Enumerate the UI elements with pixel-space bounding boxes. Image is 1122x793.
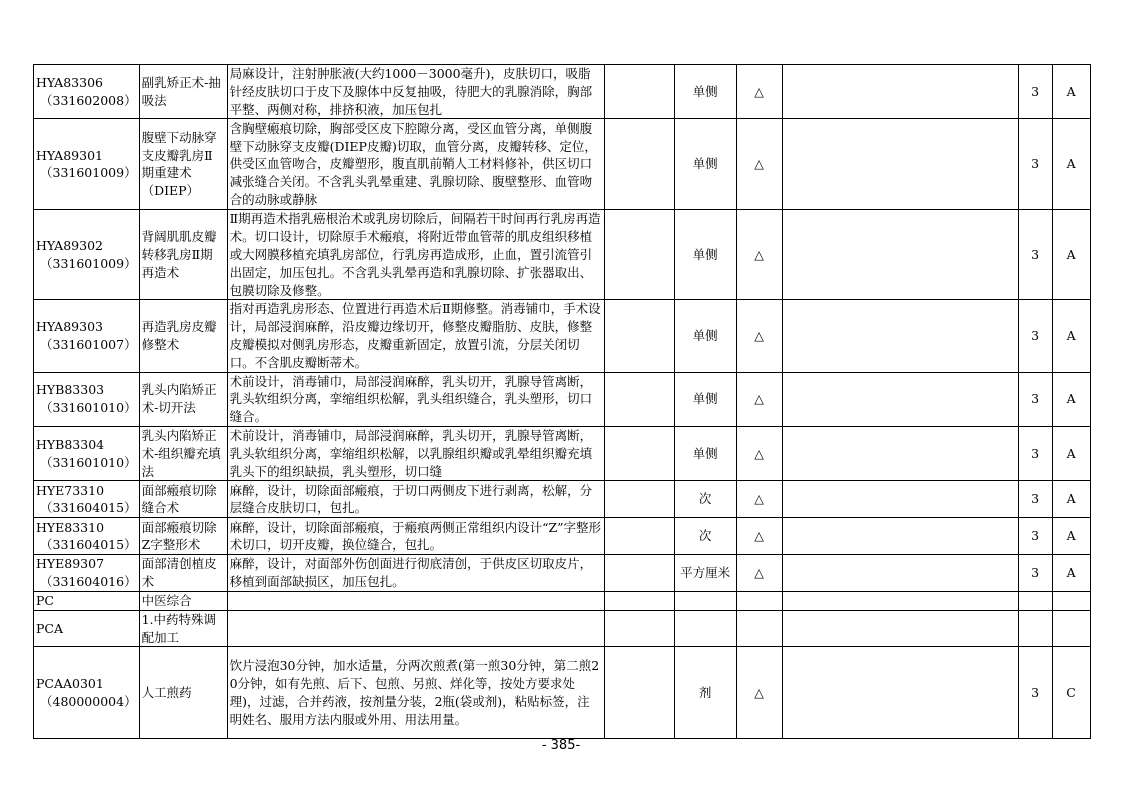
table-row xyxy=(34,210,1091,300)
item-name: 背阔肌肌皮瓣转移乳房Ⅱ期再造术 xyxy=(139,210,227,300)
item-content: 含胸壁瘢痕切除，胸部受区皮下腔隙分离，受区血管分离，单侧腹壁下动脉穿支皮瓣(DIEP皮瓣)切取，血管分离，皮瓣转移、定位，供受区血管吻合，皮瓣塑形，腹直肌前鞘人工材料修补，供区切口减张缝合关闭。不含乳头乳晕重建、乳腺切除、腹壁整形、血管吻合的动脉或静脉 xyxy=(227,119,604,210)
item-note xyxy=(782,481,1018,518)
table-row xyxy=(34,426,1091,480)
item-grade: 3 xyxy=(1018,300,1052,372)
item-name: 中医综合 xyxy=(139,591,227,610)
table-row xyxy=(34,518,1091,555)
table-row xyxy=(34,300,1091,372)
item-mark: △ xyxy=(736,65,782,119)
item-code-cell xyxy=(34,65,140,119)
item-unit: 单侧 xyxy=(674,372,736,426)
item-code: HYE73310 xyxy=(36,482,105,498)
item-code-national: （331601009） xyxy=(40,255,137,271)
item-code: PC xyxy=(36,592,54,608)
item-grade: 3 xyxy=(1018,426,1052,480)
pricing-table xyxy=(33,64,1091,739)
item-unit: 平方厘米 xyxy=(674,555,736,592)
item-extra xyxy=(604,555,674,592)
item-unit: 单侧 xyxy=(674,426,736,480)
item-grade: 3 xyxy=(1018,372,1052,426)
item-mark xyxy=(736,610,782,647)
item-note xyxy=(782,372,1018,426)
item-mark: △ xyxy=(736,647,782,739)
item-class: A xyxy=(1052,481,1090,518)
item-unit: 剂 xyxy=(674,647,736,739)
item-code-national: （331601010） xyxy=(40,400,137,416)
item-extra xyxy=(604,65,674,119)
item-unit xyxy=(674,591,736,610)
item-code: HYE89307 xyxy=(36,556,105,572)
item-code-cell xyxy=(34,647,140,739)
page-number: - 385- xyxy=(541,738,581,753)
item-note xyxy=(782,300,1018,372)
table-row xyxy=(34,555,1091,592)
item-name: 腹壁下动脉穿支皮瓣乳房Ⅱ期重建术（DIEP） xyxy=(139,119,227,210)
item-mark: △ xyxy=(736,119,782,210)
item-grade: 3 xyxy=(1018,481,1052,518)
item-class xyxy=(1052,591,1090,610)
item-note xyxy=(782,555,1018,592)
item-mark: △ xyxy=(736,300,782,372)
item-code-cell xyxy=(34,518,140,555)
item-extra xyxy=(604,647,674,739)
item-code-national: （331604016） xyxy=(40,574,137,590)
item-name: 面部清创植皮术 xyxy=(139,555,227,592)
item-content: 麻醉，设计，对面部外伤创面进行彻底清创，于供皮区切取皮片，移植到面部缺损区，加压包扎。 xyxy=(227,555,604,592)
item-unit: 单侧 xyxy=(674,210,736,300)
item-code-national: （480000004） xyxy=(40,693,137,709)
item-class: A xyxy=(1052,518,1090,555)
item-code-national: （331601010） xyxy=(40,454,137,470)
table-row xyxy=(34,119,1091,210)
item-class: A xyxy=(1052,119,1090,210)
item-extra xyxy=(604,119,674,210)
item-class: C xyxy=(1052,647,1090,739)
item-class: A xyxy=(1052,300,1090,372)
item-note xyxy=(782,119,1018,210)
item-class: A xyxy=(1052,426,1090,480)
item-name: 副乳矫正术-抽吸法 xyxy=(139,65,227,119)
item-grade: 3 xyxy=(1018,647,1052,739)
item-unit: 单侧 xyxy=(674,300,736,372)
item-extra xyxy=(604,610,674,647)
item-content: 术前设计，消毒铺巾，局部浸润麻醉，乳头切开，乳腺导管离断，乳头软组织分离，挛缩组织松解，以乳腺组织瓣或乳晕组织瓣充填乳头下的组织缺损，乳头塑形，切口缝 xyxy=(227,426,604,480)
item-name: 面部瘢痕切除缝合术 xyxy=(139,481,227,518)
item-code: HYA89302 xyxy=(36,238,103,254)
item-content: 术前设计，消毒铺巾，局部浸润麻醉，乳头切开，乳腺导管离断，乳头软组织分离，挛缩组织松解，乳头组织缝合，乳头塑形，切口缝合。 xyxy=(227,372,604,426)
item-content: 麻醉，设计，切除面部瘢痕，于切口两侧皮下进行剥离，松解，分层缝合皮肤切口，包扎。 xyxy=(227,481,604,518)
item-note xyxy=(782,647,1018,739)
table-row xyxy=(34,591,1091,610)
item-mark xyxy=(736,591,782,610)
item-code: HYA89303 xyxy=(36,319,103,335)
item-content: 局麻设计，注射肿胀液(大约1000－3000毫升)，皮肤切口，吸脂针经皮肤切口于皮下及腺体中反复抽吸，待肥大的乳腺消除，胸部平整、两侧对称，排挤积液，加压包扎 xyxy=(227,65,604,119)
item-code-national: （331604015） xyxy=(40,537,137,553)
item-extra xyxy=(604,372,674,426)
item-code-cell xyxy=(34,555,140,592)
item-name: 1.中药特殊调配加工 xyxy=(139,610,227,647)
item-unit: 单侧 xyxy=(674,65,736,119)
item-name: 人工煎药 xyxy=(139,647,227,739)
item-grade xyxy=(1018,610,1052,647)
item-name: 再造乳房皮瓣修整术 xyxy=(139,300,227,372)
item-class xyxy=(1052,610,1090,647)
item-extra xyxy=(604,591,674,610)
item-class: A xyxy=(1052,555,1090,592)
table-row xyxy=(34,647,1091,739)
item-note xyxy=(782,518,1018,555)
item-unit: 次 xyxy=(674,518,736,555)
item-code-national: （331601009） xyxy=(40,165,137,181)
item-code-national: （331602008） xyxy=(40,92,137,108)
item-extra xyxy=(604,481,674,518)
item-grade: 3 xyxy=(1018,65,1052,119)
item-grade: 3 xyxy=(1018,210,1052,300)
item-code-cell xyxy=(34,210,140,300)
item-mark: △ xyxy=(736,426,782,480)
table-row xyxy=(34,372,1091,426)
item-code: HYA89301 xyxy=(36,147,103,163)
item-code: PCAA0301 xyxy=(36,676,104,692)
item-code-cell xyxy=(34,610,140,647)
item-grade: 3 xyxy=(1018,555,1052,592)
item-name: 乳头内陷矫正术-切开法 xyxy=(139,372,227,426)
item-name: 面部瘢痕切除Z字整形术 xyxy=(139,518,227,555)
item-grade xyxy=(1018,591,1052,610)
item-code: HYB83304 xyxy=(36,436,105,452)
table-row xyxy=(34,65,1091,119)
item-note xyxy=(782,591,1018,610)
item-extra xyxy=(604,518,674,555)
item-extra xyxy=(604,300,674,372)
item-content: 麻醉，设计，切除面部瘢痕，于瘢痕两侧正常组织内设计“Z”字整形术切口，切开皮瓣，换位缝合，包扎。 xyxy=(227,518,604,555)
item-mark: △ xyxy=(736,518,782,555)
table-row xyxy=(34,481,1091,518)
item-note xyxy=(782,65,1018,119)
item-code-cell xyxy=(34,426,140,480)
table-row xyxy=(34,610,1091,647)
item-content xyxy=(227,610,604,647)
item-content xyxy=(227,591,604,610)
item-class: A xyxy=(1052,210,1090,300)
item-unit xyxy=(674,610,736,647)
item-content: 指对再造乳房形态、位置进行再造术后Ⅱ期修整。消毒铺巾，手术设计，局部浸润麻醉，沿皮瓣边缘切开，修整皮瓣脂肪、皮肤，修整皮瓣模拟对侧乳房形态，皮瓣重新固定，放置引流，分层关闭切口。不含肌皮瓣断蒂术。 xyxy=(227,300,604,372)
item-code: HYB83303 xyxy=(36,382,105,398)
item-note xyxy=(782,210,1018,300)
item-extra xyxy=(604,426,674,480)
item-code: PCA xyxy=(36,620,64,636)
item-content: Ⅱ期再造术指乳癌根治术或乳房切除后，间隔若干时间再行乳房再造术。切口设计，切除原手术瘢痕，将附近带血管蒂的肌皮组织移植或大网膜移植充填乳房部位，行乳房再造成形，止血，置引流管引出固定，加压包扎。不含乳头乳晕再造和乳腺切除、扩张器取出、包膜切除及修整。 xyxy=(227,210,604,300)
item-note xyxy=(782,610,1018,647)
item-code-cell xyxy=(34,591,140,610)
item-code-national: （331601007） xyxy=(40,336,137,352)
item-grade: 3 xyxy=(1018,119,1052,210)
item-code-national: （331604015） xyxy=(40,500,137,516)
item-code: HYE83310 xyxy=(36,519,105,535)
item-mark: △ xyxy=(736,555,782,592)
item-class: A xyxy=(1052,65,1090,119)
item-mark: △ xyxy=(736,372,782,426)
item-code-cell xyxy=(34,119,140,210)
item-unit: 次 xyxy=(674,481,736,518)
item-mark: △ xyxy=(736,481,782,518)
item-note xyxy=(782,426,1018,480)
item-content: 饮片浸泡30分钟，加水适量，分两次煎煮(第一煎30分钟，第二煎20分钟，如有先煎、后下、包煎、另煎、烊化等，按处方要求处理)，过滤，合并药液，按剂量分装，2瓶(袋或剂)，粘贴标签，注明姓名、服用方法内服或外用、用法用量。 xyxy=(227,647,604,739)
item-mark: △ xyxy=(736,210,782,300)
item-grade: 3 xyxy=(1018,518,1052,555)
item-code: HYA83306 xyxy=(36,74,103,90)
item-code-cell xyxy=(34,372,140,426)
item-extra xyxy=(604,210,674,300)
item-code-cell xyxy=(34,300,140,372)
item-code-cell xyxy=(34,481,140,518)
item-unit: 单侧 xyxy=(674,119,736,210)
item-name: 乳头内陷矫正术-组织瓣充填法 xyxy=(139,426,227,480)
item-class: A xyxy=(1052,372,1090,426)
